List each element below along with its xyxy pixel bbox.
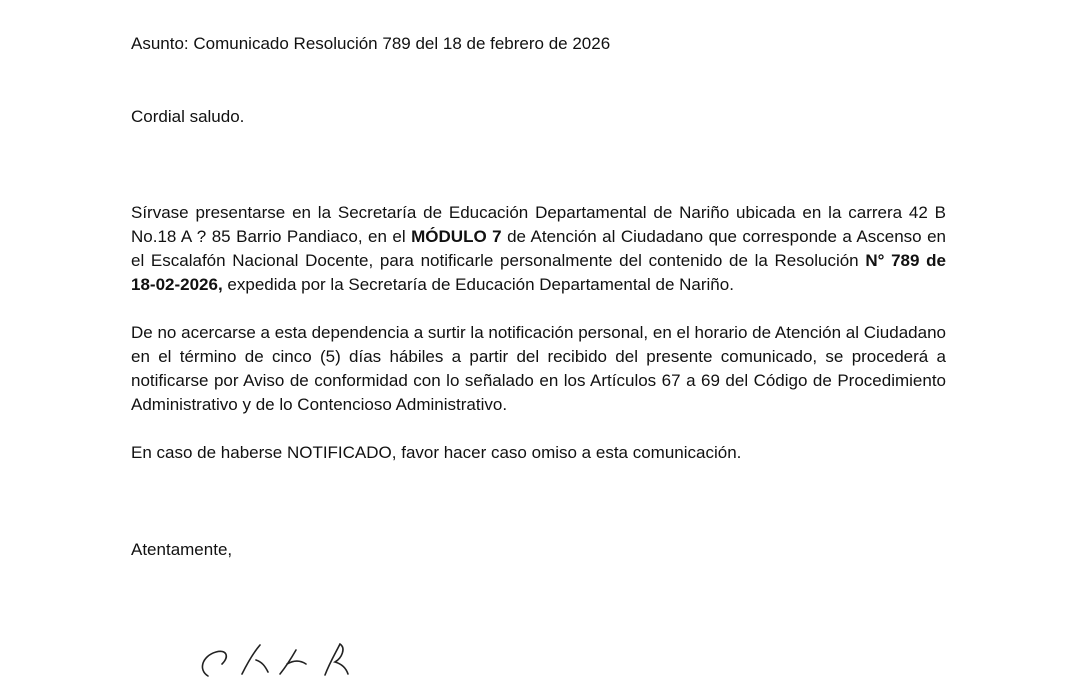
paragraph-presentation-text-3: expedida por la Secretaría de Educación Departamental de Nariño.	[222, 275, 734, 294]
module-number: MÓDULO 7	[411, 227, 502, 246]
paragraph-presentation	[131, 201, 946, 297]
paragraph-presentation-text-1: Sírvase presentarse en la Secretaría de Educación Departamental de Nariño ubicada en la carrera 42 B No.18 A ? 85 Barrio Pandiaco, en el	[131, 203, 946, 246]
paragraph-omit-notice: En caso de haberse NOTIFICADO, favor hacer caso omiso a esta comunicación.	[131, 443, 742, 462]
paragraph-presentation-text-2: de Atención al Ciudadano que corresponde a Ascenso en el Escalafón Nacional Docente, para notificarle personalmente del contenido de la Resolución	[131, 227, 946, 270]
paragraph-notification-warning: De no acercarse a esta dependencia a surtir la notificación personal, en el horario de Atención al Ciudadano en el término de cinco (5) días hábiles a partir del recibido del presente comunicado, se procederá a notificarse por Aviso de conformidad con lo señalado en los Artículos 67 a 69 del Código de Procedimiento Administrativo y de lo Contencioso Administrativo.	[131, 323, 946, 414]
subject-line: Asunto: Comunicado Resolución 789 del 18 de febrero de 2026	[131, 34, 611, 53]
handwritten-signature	[190, 640, 360, 680]
letter-body	[131, 32, 946, 562]
resolution-number: N° 789 de 18-02-2026,	[131, 251, 946, 294]
greeting: Cordial saludo.	[131, 107, 245, 126]
closing: Atentamente,	[131, 540, 233, 559]
